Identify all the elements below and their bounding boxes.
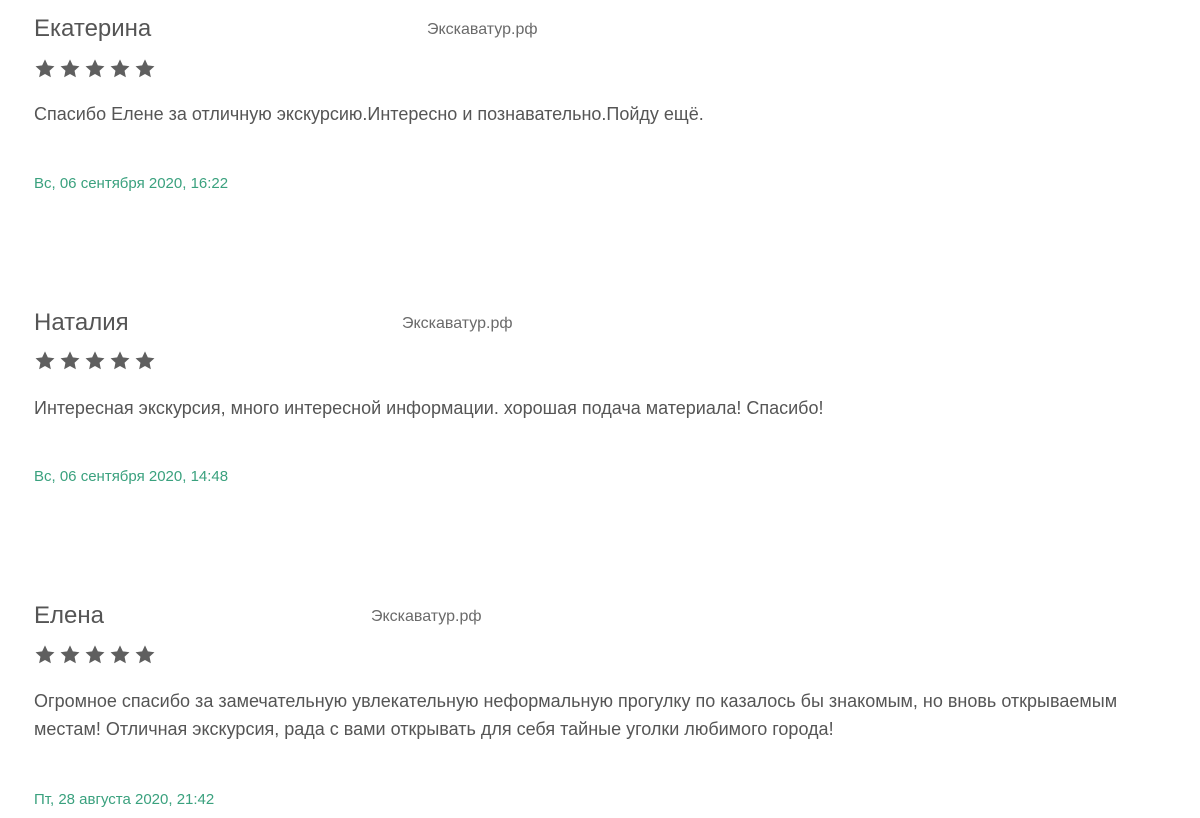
review-source: Экскаватур.рф — [427, 21, 538, 38]
review-header — [34, 308, 1180, 338]
star-icon — [84, 644, 106, 666]
rating-stars — [34, 644, 156, 666]
rating-stars — [34, 350, 156, 372]
review-header — [34, 601, 1180, 631]
review-header — [34, 14, 1180, 44]
star-icon — [59, 58, 81, 80]
rating-stars — [34, 58, 156, 80]
review-item — [34, 14, 1180, 204]
star-icon — [109, 644, 131, 666]
star-icon — [34, 350, 56, 372]
star-icon — [109, 58, 131, 80]
star-icon — [134, 350, 156, 372]
star-icon — [134, 58, 156, 80]
star-icon — [59, 644, 81, 666]
review-text: Интересная экскурсия, много интересной информации. хорошая подача материала! Спасибо! — [34, 398, 824, 418]
star-icon — [84, 350, 106, 372]
review-text: Спасибо Елене за отличную экскурсию.Интересно и познавательно.Пойду ещё. — [34, 104, 704, 124]
review-source: Экскаватур.рф — [402, 315, 513, 332]
star-icon — [84, 58, 106, 80]
review-date: Пт, 28 августа 2020, 21:42 — [34, 791, 215, 808]
review-item — [34, 601, 1180, 816]
star-icon — [34, 58, 56, 80]
review-author: Елена — [34, 602, 104, 629]
star-icon — [109, 350, 131, 372]
review-date: Вс, 06 сентября 2020, 16:22 — [34, 175, 229, 192]
review-source: Экскаватур.рф — [371, 608, 482, 625]
star-icon — [34, 644, 56, 666]
review-text: Огромное спасибо за замечательную увлекательную неформальную прогулку по казалось бы знакомым, но вновь открываемым местам! Отличная экскурсия, рада с вами открывать для себя тайные уголки любимого города! — [34, 691, 1118, 739]
star-icon — [59, 350, 81, 372]
review-date: Вс, 06 сентября 2020, 14:48 — [34, 468, 229, 485]
star-icon — [134, 644, 156, 666]
review-item — [34, 308, 1180, 498]
review-author: Екатерина — [34, 15, 152, 42]
review-author: Наталия — [34, 309, 129, 336]
